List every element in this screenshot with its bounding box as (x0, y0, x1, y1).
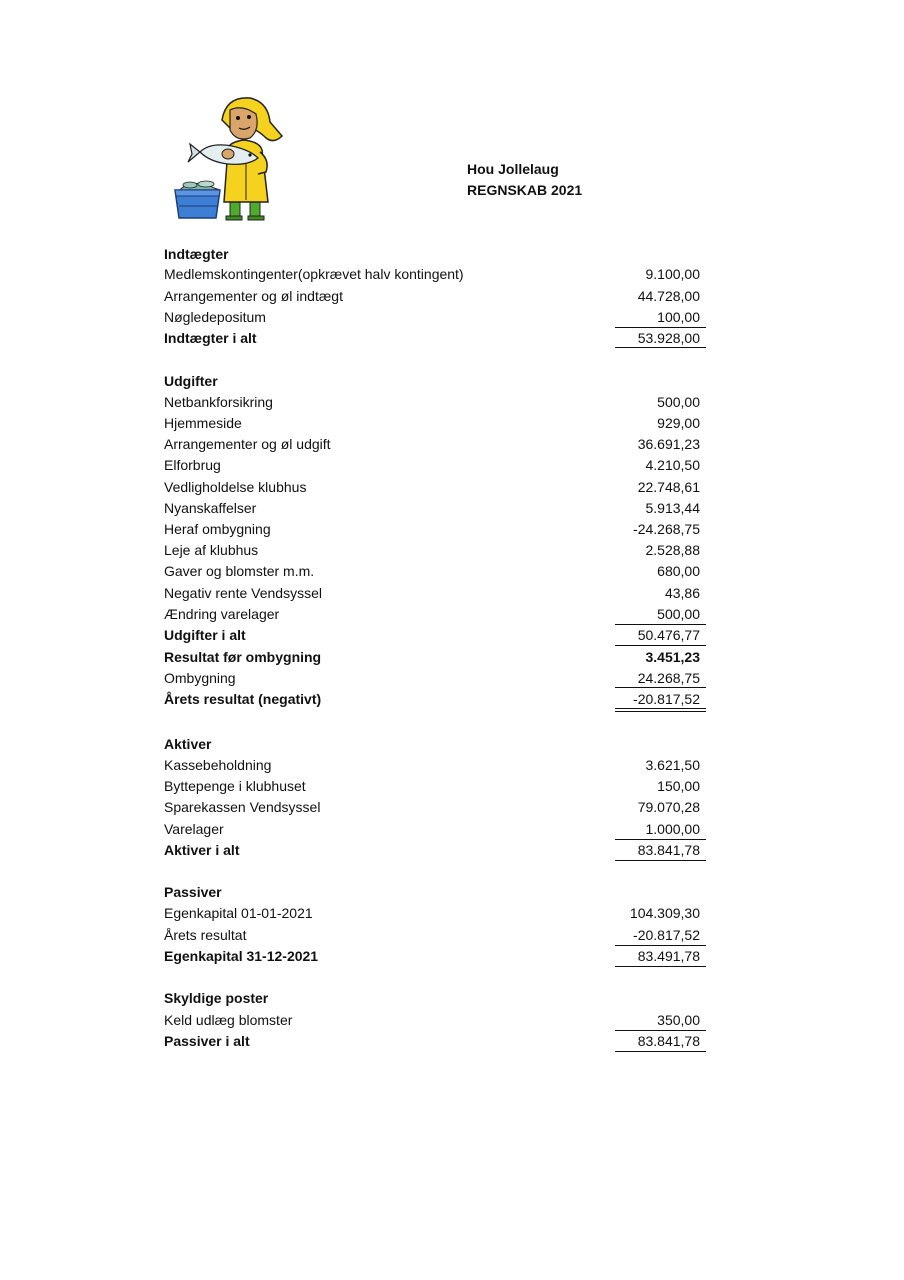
ledger-row: Nøgledepositum 100,00 (164, 309, 700, 325)
total-rule (615, 966, 706, 967)
ledger-row: Ændring varelager 500,00 (164, 606, 700, 622)
ledger-row: Byttepenge i klubhuset 150,00 (164, 778, 700, 794)
result-before-row: Resultat før ombygning 3.451,23 (164, 649, 700, 665)
total-row: Udgifter i alt 50.476,77 (164, 627, 700, 643)
ledger-row: Arrangementer og øl udgift 36.691,23 (164, 436, 700, 452)
total-rule (615, 1051, 706, 1052)
ledger-row: Nyanskaffelser 5.913,44 (164, 500, 700, 516)
total-row: Aktiver i alt 83.841,78 (164, 842, 700, 858)
ledger-row: Ombygning 24.268,75 (164, 670, 700, 686)
organization-name: Hou Jollelaug (467, 161, 559, 177)
ledger-row: Gaver og blomster m.m. 680,00 (164, 563, 700, 579)
document-title: REGNSKAB 2021 (467, 182, 583, 198)
ledger-row: Varelager 1.000,00 (164, 821, 700, 837)
ledger-row: Negativ rente Vendsyssel 43,86 (164, 585, 700, 601)
annual-result-row: Årets resultat (negativt) -20.817,52 (164, 691, 700, 707)
total-row: Indtægter i alt 53.928,00 (164, 330, 700, 346)
subtotal-rule (615, 645, 706, 646)
total-row: Egenkapital 31-12-2021 83.491,78 (164, 948, 700, 964)
ledger-row: Hjemmeside 929,00 (164, 415, 700, 431)
ledger-row: Heraf ombygning -24.268,75 (164, 521, 700, 537)
ledger-row: Vedligholdelse klubhus 22.748,61 (164, 479, 700, 495)
ledger-row: Elforbrug 4.210,50 (164, 457, 700, 473)
section-heading-udgifter: Udgifter (164, 373, 218, 389)
section-heading-skyldige: Skyldige poster (164, 990, 269, 1006)
ledger-row: Netbankforsikring 500,00 (164, 394, 700, 410)
double-rule (615, 711, 706, 712)
total-row: Passiver i alt 83.841,78 (164, 1033, 700, 1049)
section-heading-aktiver: Aktiver (164, 736, 212, 752)
ledger-row: Årets resultat -20.817,52 (164, 927, 700, 943)
total-rule (615, 347, 706, 348)
ledger-row: Egenkapital 01-01-2021 104.309,30 (164, 905, 700, 921)
fisherman-illustration (170, 92, 290, 222)
ledger-row: Leje af klubhus 2.528,88 (164, 542, 700, 558)
double-rule (615, 708, 706, 709)
ledger-row: Keld udlæg blomster 350,00 (164, 1012, 700, 1028)
ledger-row: Arrangementer og øl indtægt 44.728,00 (164, 288, 700, 304)
section-heading-passiver: Passiver (164, 884, 222, 900)
ledger-row: Sparekassen Vendsyssel 79.070,28 (164, 799, 700, 815)
total-rule (615, 860, 706, 861)
section-heading-indtaegter: Indtægter (164, 246, 229, 262)
ledger-row: Medlemskontingenter(opkrævet halv kontingent) 9.100,00 (164, 266, 700, 282)
ledger-row: Kassebeholdning 3.621,50 (164, 757, 700, 773)
subtotal-rule (615, 687, 706, 688)
fish-basket-icon (175, 181, 220, 218)
